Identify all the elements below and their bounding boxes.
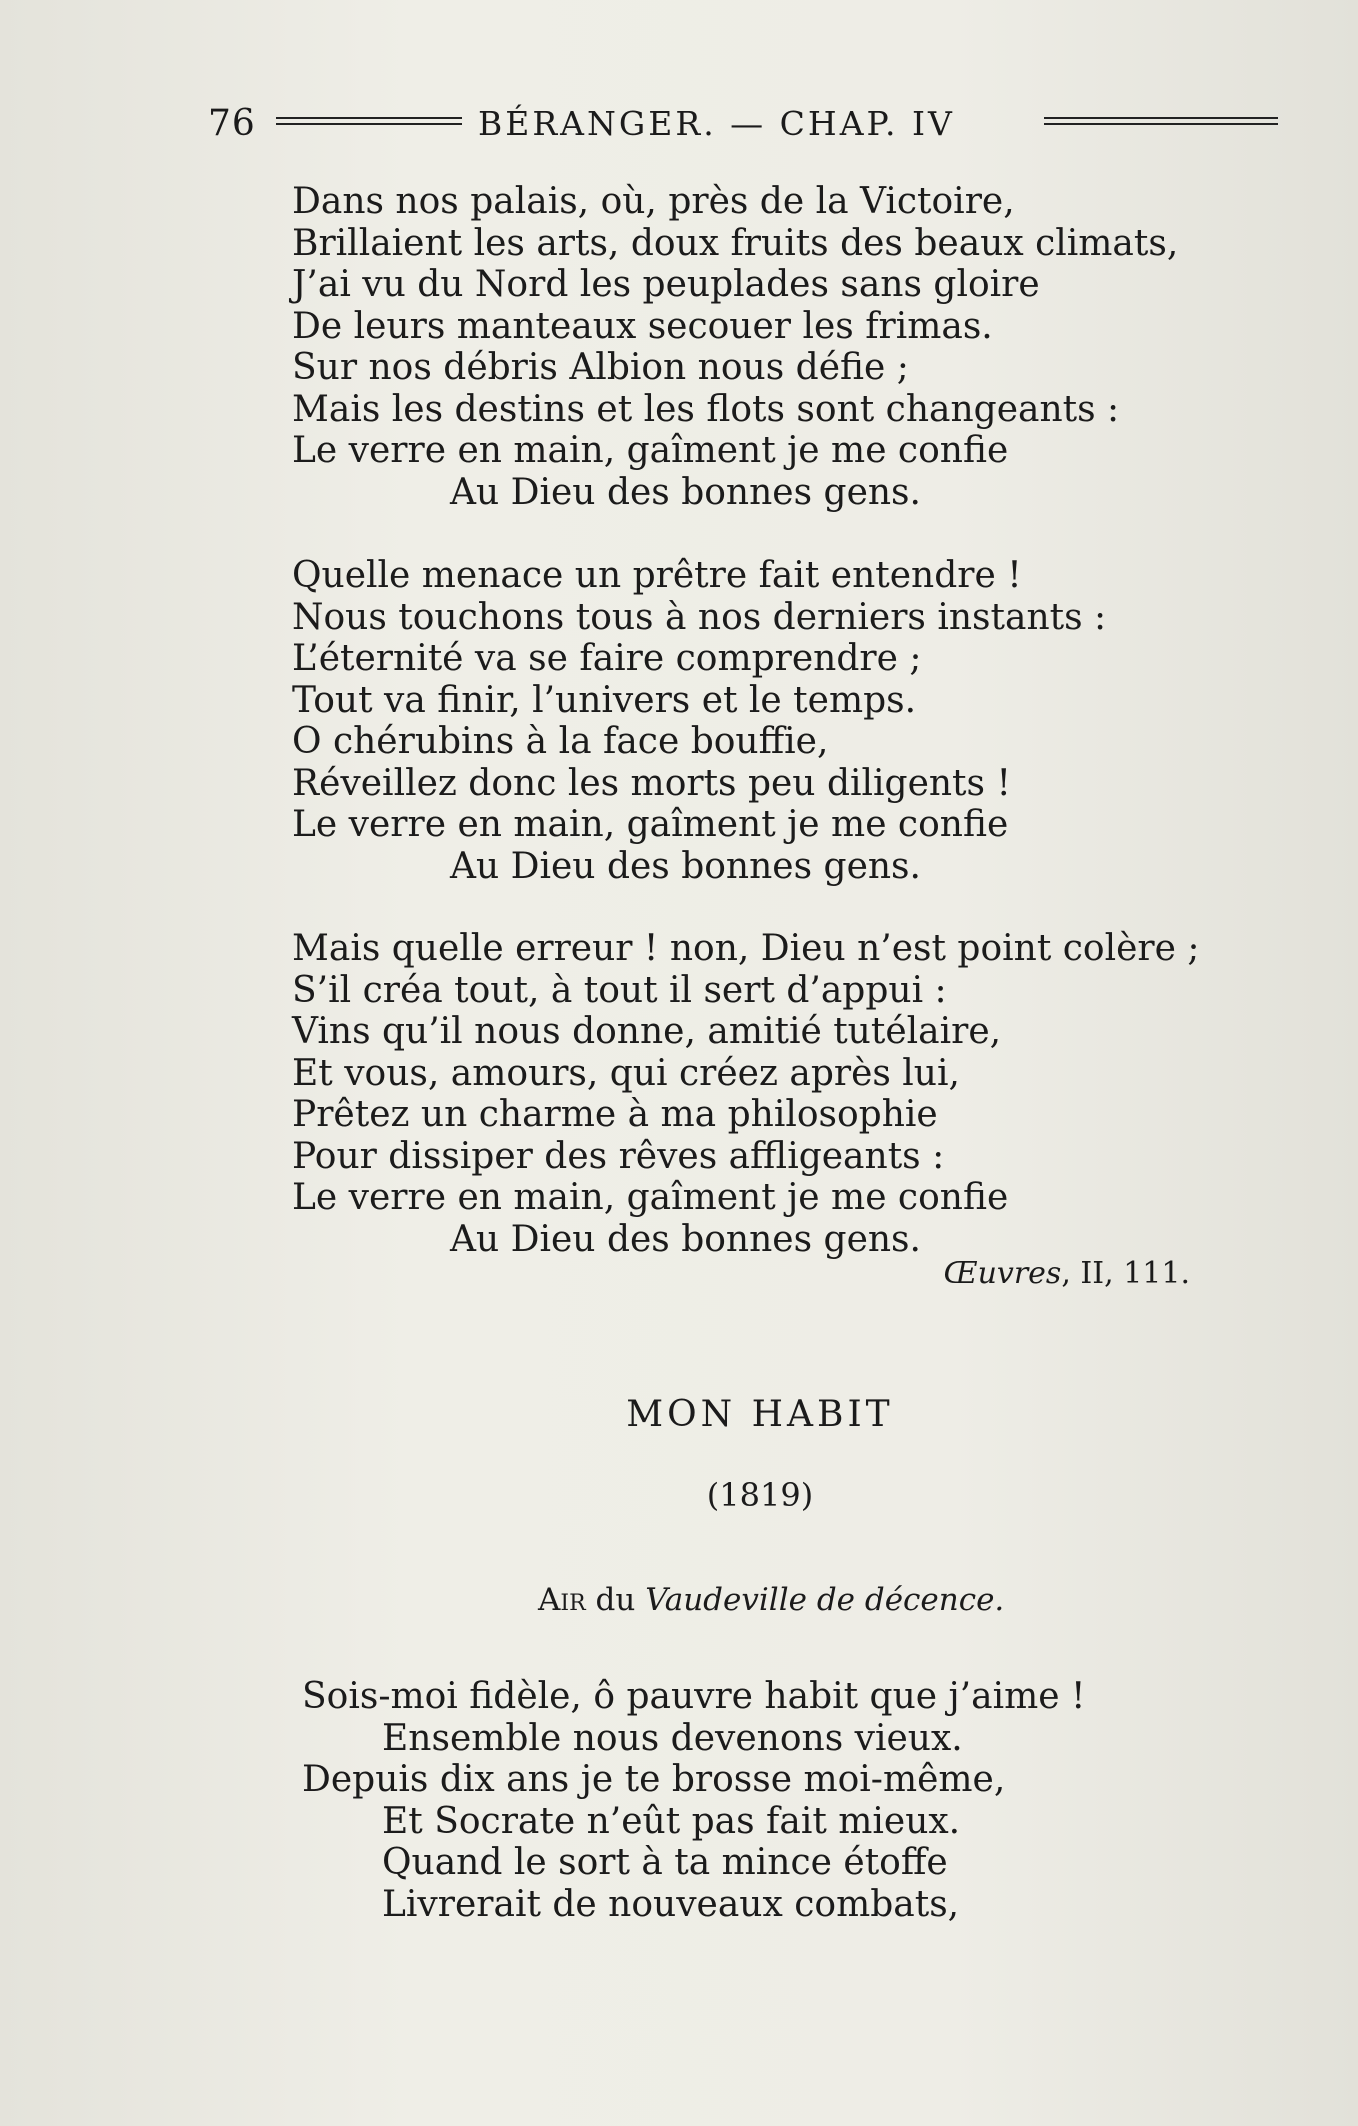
verse-line: Brillaient les arts, doux fruits des beaux climats,: [292, 222, 1179, 264]
citation: [900, 1254, 1190, 1294]
page-number: 76: [208, 103, 256, 144]
song-title: MON HABIT: [626, 1394, 894, 1435]
verse-line: Et vous, amours, qui créez après lui,: [292, 1052, 960, 1094]
verse-line: Sur nos débris Albion nous défie ;: [292, 347, 909, 388]
stanza-3: [292, 928, 1232, 1260]
verse-line: Mais les destins et les flots sont changeants :: [292, 388, 1120, 430]
verse-line: Vins qu’il nous donne, amitié tutélaire,: [292, 1011, 1002, 1052]
verse-line: Le verre en main, gaîment je me confie: [292, 1177, 1009, 1218]
refrain-line: Au Dieu des bonnes gens.: [450, 845, 921, 887]
refrain-line: Au Dieu des bonnes gens.: [450, 1218, 921, 1260]
song-year: (1819): [706, 1476, 814, 1514]
header-rule-right: [1044, 117, 1278, 125]
air-word: Air: [538, 1582, 586, 1618]
verse-line: Depuis dix ans je te brosse moi-même,: [302, 1759, 1006, 1800]
running-title: BÉRANGER. — CHAP. IV: [478, 104, 955, 143]
verse-line: Le verre en main, gaîment je me confie: [292, 430, 1009, 471]
verse-line: Sois-moi fidèle, ô pauvre habit que j’aime !: [302, 1676, 1086, 1717]
song-stanza-1: [302, 1676, 1242, 1925]
verse-line: L’éternité va se faire comprendre ;: [292, 638, 922, 679]
verse-line: Mais quelle erreur ! non, Dieu n’est point colère ;: [292, 928, 1200, 969]
air-du: du: [585, 1582, 646, 1618]
verse-line: Réveillez donc les morts peu diligents !: [292, 762, 1011, 804]
refrain-line: Au Dieu des bonnes gens.: [450, 471, 921, 513]
verse-line: Le verre en main, gaîment je me confie: [292, 804, 1009, 845]
air-indication: [538, 1578, 1004, 1622]
verse-line: Livrerait de nouveaux combats,: [382, 1883, 960, 1925]
verse-line: O chérubins à la face bouffie,: [292, 721, 829, 762]
verse-line: Prêtez un charme à ma philosophie: [292, 1094, 938, 1135]
verse-line: J’ai vu du Nord les peuplades sans gloire: [292, 264, 1040, 305]
running-header: [208, 98, 1278, 150]
stanza-1: [292, 181, 1232, 513]
stanza-2: [292, 555, 1232, 887]
verse-line: Ensemble nous devenons vieux.: [382, 1717, 963, 1759]
verse-line: Dans nos palais, où, près de la Victoire,: [292, 181, 1015, 222]
verse-line: Quelle menace un prêtre fait entendre !: [292, 555, 1022, 596]
citation-work: Œuvres: [943, 1256, 1062, 1291]
verse-line: Pour dissiper des rêves affligeants :: [292, 1135, 945, 1177]
verse-line: De leurs manteaux secouer les frimas.: [292, 305, 993, 347]
verse-line: Nous touchons tous à nos derniers instants :: [292, 596, 1107, 638]
air-title: Vaudeville de décence.: [645, 1582, 1005, 1618]
verse-line: Quand le sort à ta mince étoffe: [382, 1842, 948, 1883]
verse-line: Et Socrate n’eût pas fait mieux.: [382, 1800, 961, 1842]
verse-line: Tout va finir, l’univers et le temps.: [292, 679, 917, 721]
header-rule-left: [276, 117, 462, 125]
verse-line: S’il créa tout, à tout il sert d’appui :: [292, 969, 947, 1011]
citation-reference: , II, 111.: [1061, 1256, 1190, 1291]
